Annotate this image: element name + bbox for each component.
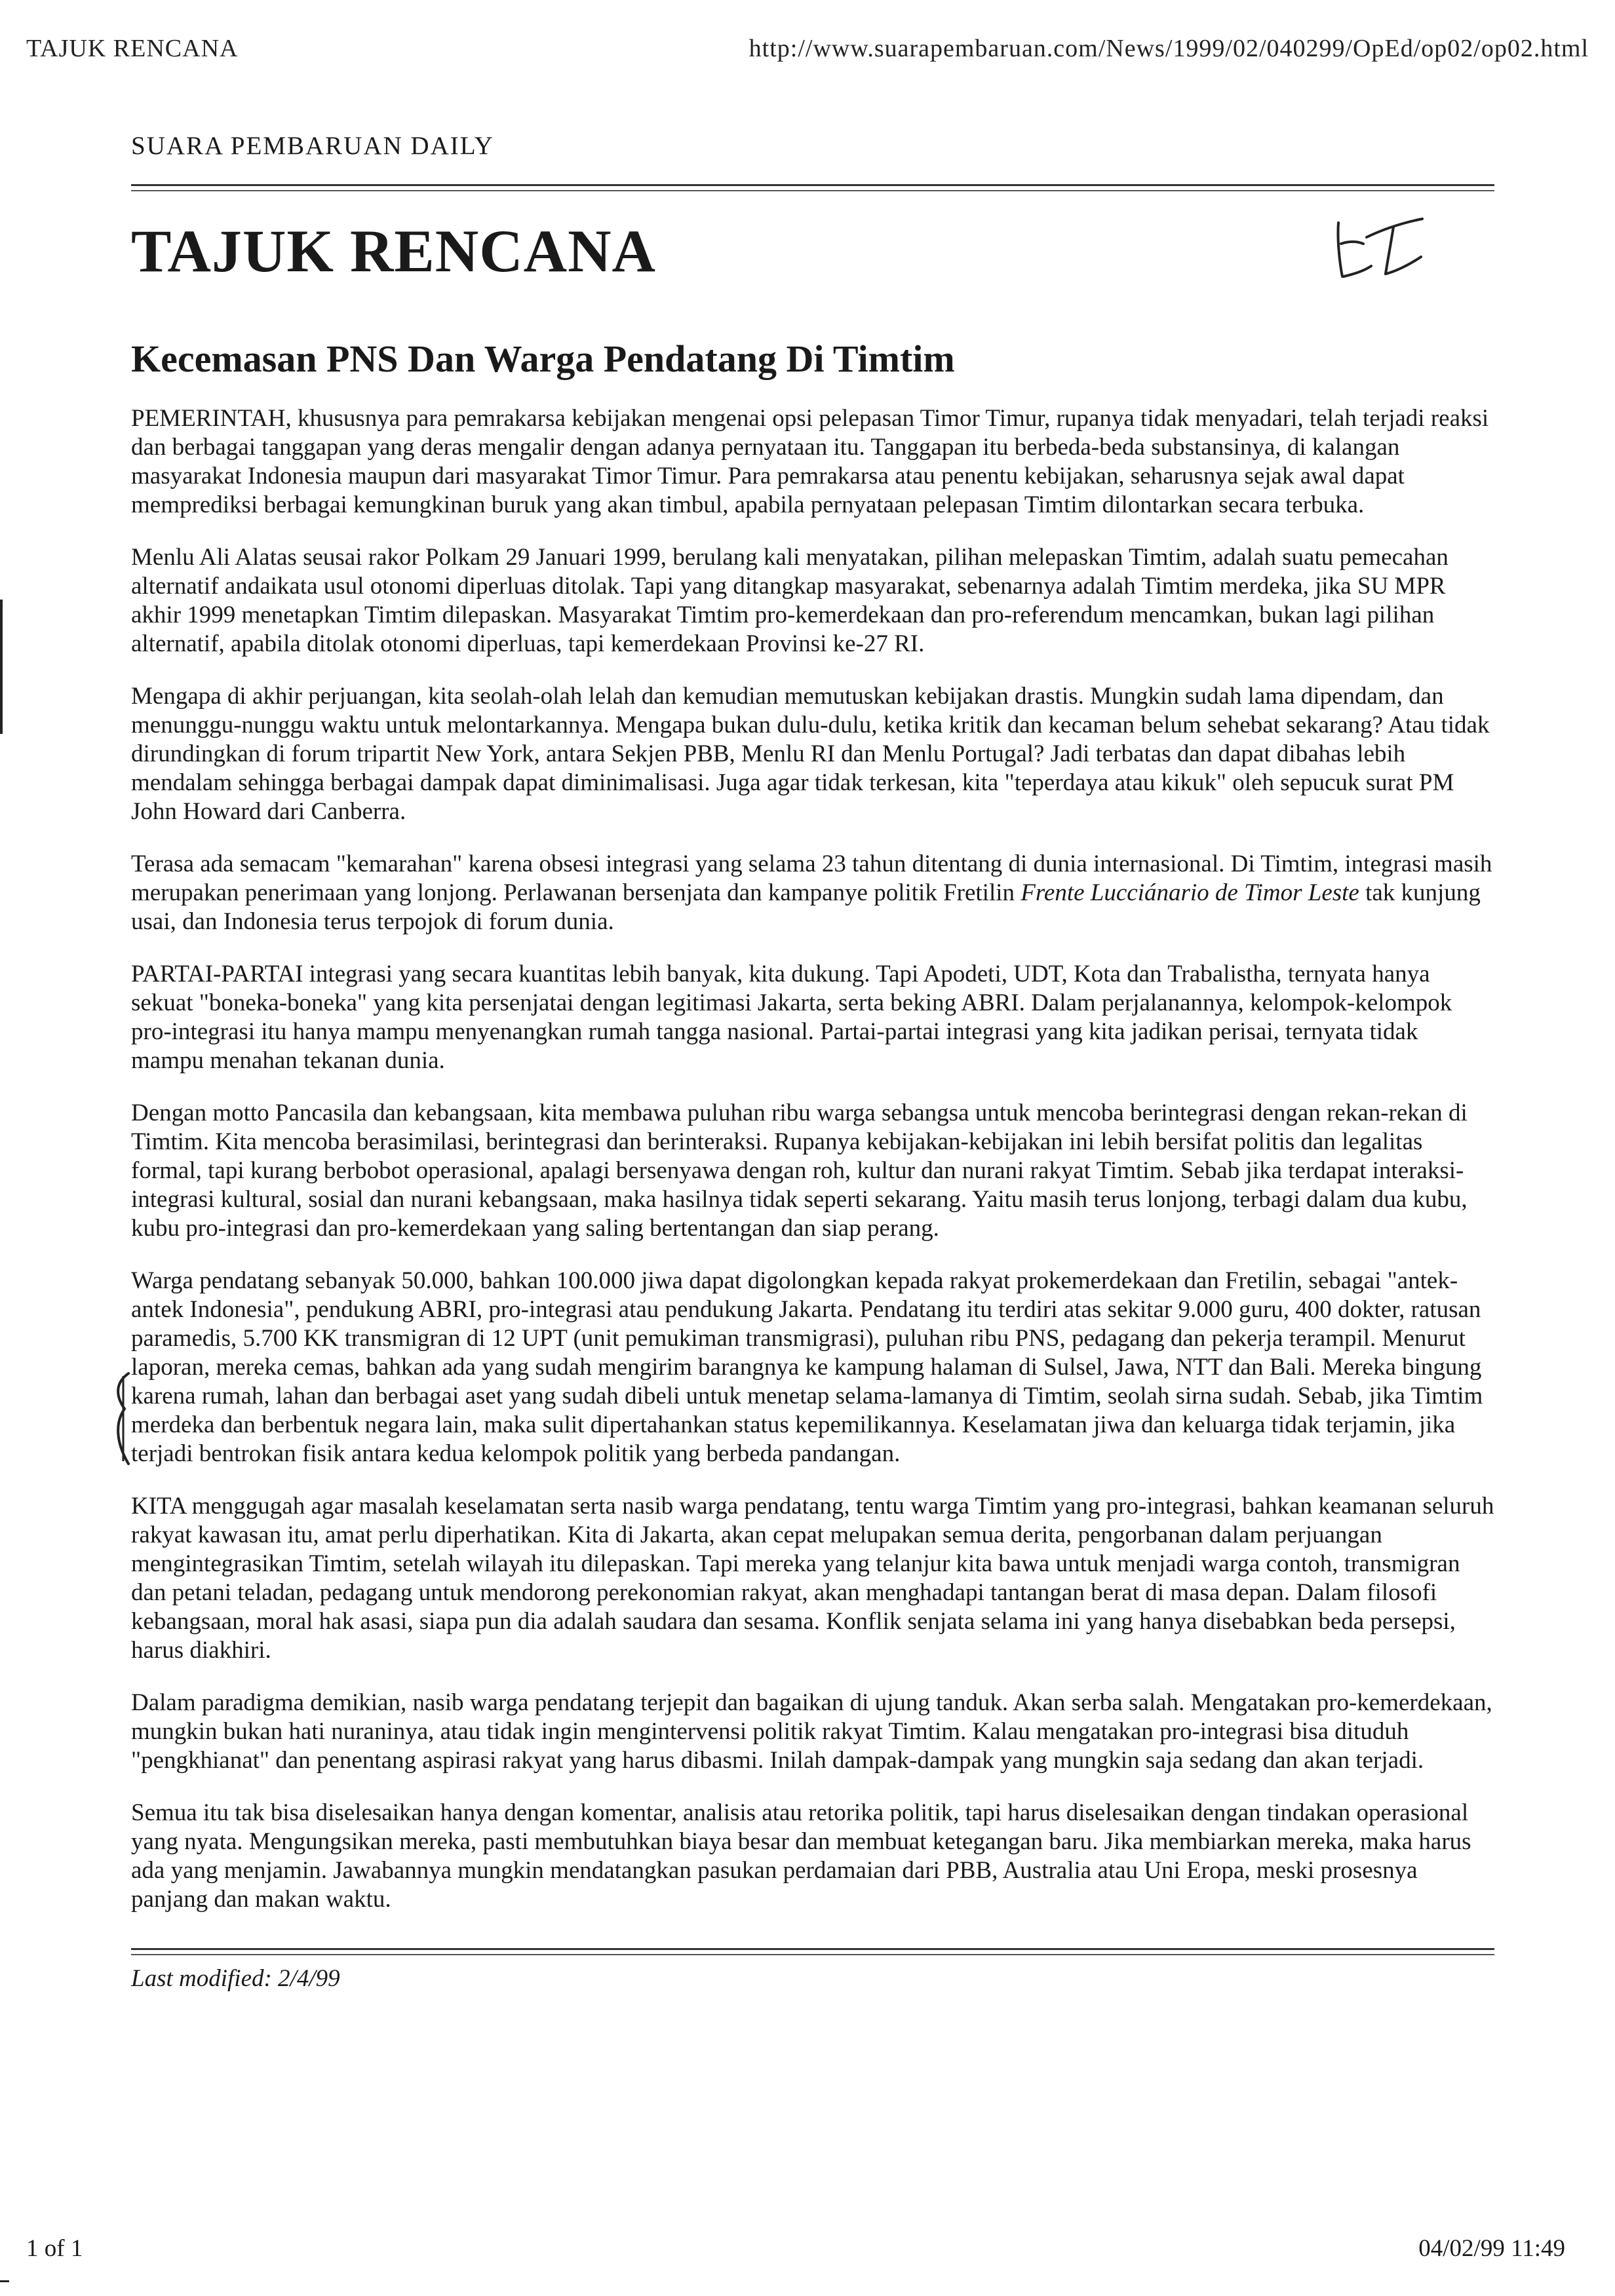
print-header-title: TAJUK RENCANA bbox=[26, 35, 239, 62]
scan-corner-mark bbox=[0, 2280, 9, 2282]
paragraph-4-text: Terasa ada semacam "kemarahan" karena obsesi integrasi yang selama 23 tahun ditentang di dunia internasional. Di Timtim, integrasi masih merupakan penerimaan yang lonjong. Perlawanan bersenjata dan kampanye politik Fretilin bbox=[131, 851, 1492, 906]
top-divider bbox=[131, 184, 1494, 191]
last-modified: Last modified: 2/4/99 bbox=[131, 1965, 340, 1992]
paragraph-4 bbox=[131, 850, 1494, 936]
paragraph-3: Mengapa di akhir perjuangan, kita seolah-olah lelah dan kemudian memutuskan kebijakan drastis. Mungkin sudah lama dipendam, dan menunggu-nunggu waktu untuk melontarkannya. Mengapa bukan dulu-dulu, ketika kritik dan kecaman belum sehebat sekarang? Atau tidak dirundingkan di forum tripartit New York, antara Sekjen PBB, Menlu RI dan Menlu Portugal? Jadi terbatas dan dapat dibahas lebih mendalam sehingga berbagai dampak dapat diminimalisasi. Juga agar tidak terkesan, kita "teperdaya atau kikuk" oleh sepucuk surat PM John Howard dari Canberra. bbox=[131, 683, 1490, 825]
paragraph-6: Dengan motto Pancasila dan kebangsaan, kita membawa puluhan ribu warga sebangsa untuk mencoba berintegrasi dengan rekan-rekan di Timtim. Kita mencoba berasimilasi, berintegrasi dan berinteraksi. Rupanya kebijakan-kebijakan ini lebih bersifat politis dan legalitas formal, tapi kurang berbobot operasional, apalagi bersenyawa dengan roh, kultur dan nurani rakyat Timtim. Sebab jika terdapat interaksi-integrasi kultural, sosial dan nurani kebangsaan, maka hasilnya tidak seperti sekarang. Yaitu masih terus lonjong, terbagi dalam dua kubu, kubu pro-integrasi dan pro-kemerdekaan yang saling bertentangan dan siap perang. bbox=[131, 1100, 1468, 1242]
paragraph-2: Menlu Ali Alatas seusai rakor Polkam 29 Januari 1999, berulang kali menyatakan, pilihan melepaskan Timtim, adalah suatu pemecahan alternatif andaikata usul otonomi diperluas ditolak. Tapi yang ditangkap masyarakat, sebenarnya adalah Timtim merdeka, jika SU MPR akhir 1999 menetapkan Timtim dilepaskan. Masyarakat Timtim pro-kemerdekaan dan pro-referendum mencamkan, bukan lagi pilihan alternatif, apabila ditolak otonomi diperluas, tapi kemerdekaan Provinsi ke-27 RI. bbox=[131, 544, 1449, 657]
paragraph-1: PEMERINTAH, khususnya para pemrakarsa kebijakan mengenai opsi pelepasan Timor Timur, rupanya tidak menyadari, telah terjadi reaksi dan berbagai tanggapan yang deras mengalir dengan adanya pernyataan itu. Tanggapan itu berbeda-beda substansinya, di kalangan masyarakat Indonesia maupun dari masyarakat Timor Timur. Para pemrakarsa atau penentu kebijakan, seharusnya sejak awal dapat memprediksi berbagai kemungkinan buruk yang akan timbul, apabila pernyataan pelepasan Timtim dilontarkan secara terbuka. bbox=[131, 405, 1489, 518]
publication-name: SUARA PEMBARUAN DAILY bbox=[131, 132, 494, 160]
bottom-divider bbox=[131, 1948, 1494, 1955]
paragraph-8: KITA menggugah agar masalah keselamatan serta nasib warga pendatang, tentu warga Timtim yang pro-integrasi, bahkan keamanan seluruh rakyat kawasan itu, amat perlu diperhatikan. Kita di Jakarta, akan cepat melupakan semua derita, pengorbanan dalam perjuangan mengintegrasikan Timtim, setelah wilayah itu dilepaskan. Tapi mereka yang telanjur kita bawa untuk menjadi warga contoh, transmigran dan petani teladan, pedagang untuk mendorong perekonomian rakyat, akan menghadapi tantangan berat di masa depan. Dalam filosofi kebangsaan, moral hak asasi, siapa pun dia adalah saudara dan sesama. Konflik senjata selama ini yang hanya disebabkan beda persepsi, harus diakhiri. bbox=[131, 1493, 1494, 1664]
article-body bbox=[131, 404, 1494, 1914]
fretilin-full-name: Frente Lucciánario de Timor Leste bbox=[1021, 879, 1359, 906]
page-number: 1 of 1 bbox=[26, 2235, 83, 2262]
paragraph-9: Dalam paradigma demikian, nasib warga pendatang terjepit dan bagaikan di ujung tanduk. Akan serba salah. Mengatakan pro-kemerdekaan, mungkin bukan hati nuraninya, atau tidak ingin mengintervensi politik rakyat Timtim. Kalau mengatakan pro-integrasi bisa dituduh "pengkhianat" dan penentang aspirasi rakyat yang harus dibasmi. Inilah dampak-dampak yang mungkin saja sedang dan akan terjadi. bbox=[131, 1689, 1492, 1774]
scan-edge-mark bbox=[0, 600, 3, 734]
section-title: TAJUK RENCANA bbox=[131, 218, 656, 284]
print-header bbox=[26, 34, 1589, 73]
paragraph-10: Semua itu tak bisa diselesaikan hanya dengan komentar, analisis atau retorika politik, tapi harus diselesaikan dengan tindakan operasional yang nyata. Mengungsikan mereka, pasti membutuhkan biaya besar dan membuat ketegangan baru. Jika membiarkan mereka, maka harus ada yang menjamin. Jawabannya mungkin mendatangkan pasukan perdamaian dari PBB, Australia atau Uni Eropa, meski prosesnya panjang dan makan waktu. bbox=[131, 1799, 1471, 1913]
title-row bbox=[131, 191, 1494, 290]
article-headline: Kecemasan PNS Dan Warga Pendatang Di Timtim bbox=[131, 337, 955, 380]
paragraph-5: PARTAI-PARTAI integrasi yang secara kuantitas lebih banyak, kita dukung. Tapi Apodeti, UDT, Kota dan Trabalistha, ternyata hanya sekuat "boneka-boneka" yang kita persenjatai dengan legitimasi Jakarta, serta beking ABRI. Dalam perjalanannya, kelompok-kelompok pro-integrasi itu hanya mampu menyenangkan rumah tangga nasional. Partai-partai integrasi yang kita jadikan perisai, ternyata tidak mampu menahan tekanan dunia. bbox=[131, 961, 1452, 1074]
print-timestamp: 04/02/99 11:49 bbox=[1418, 2235, 1565, 2262]
paragraph-7: Warga pendatang sebanyak 50.000, bahkan 100.000 jiwa dapat digolongkan kepada rakyat prokemerdekaan dan Fretilin, sebagai "antek-antek Indonesia", pendukung ABRI, pro-integrasi atau pendukung Jakarta. Pendatang itu terdiri atas sekitar 9.000 guru, 400 dokter, ratusan paramedis, 5.700 KK transmigran di 12 UPT (unit pemukiman transmigrasi), puluhan ribu PNS, pedagang dan pekerja terampil. Menurut laporan, mereka cemas, bahkan ada yang sudah mengirim barangnya ke kampung halaman di Sulsel, Jawa, NTT dan Bali. Mereka bingung karena rumah, lahan dan berbagai aset yang sudah dibeli untuk menetap selama-lamanya di Timtim, seolah sirna sudah. Sebab, jika Timtim merdeka dan berbentuk negara lain, maka sulit dipertahankan status kepemilikannya. Keselamatan jiwa dan keluarga tidak terjamin, jika terjadi bentrokan fisik antara kedua kelompok politik yang berbeda pandangan. bbox=[131, 1267, 1483, 1467]
paragraph-4-tail: tak kunjung usai, dan Indonesia terus terpojok di forum dunia. bbox=[131, 879, 1481, 935]
page-content bbox=[131, 131, 1494, 1993]
print-header-url: http://www.suarapembaruan.com/News/1999/02/040299/OpEd/op02/op02.html bbox=[749, 35, 1589, 62]
handwritten-initials-icon bbox=[1331, 211, 1429, 283]
margin-bracket-icon bbox=[110, 1369, 134, 1468]
